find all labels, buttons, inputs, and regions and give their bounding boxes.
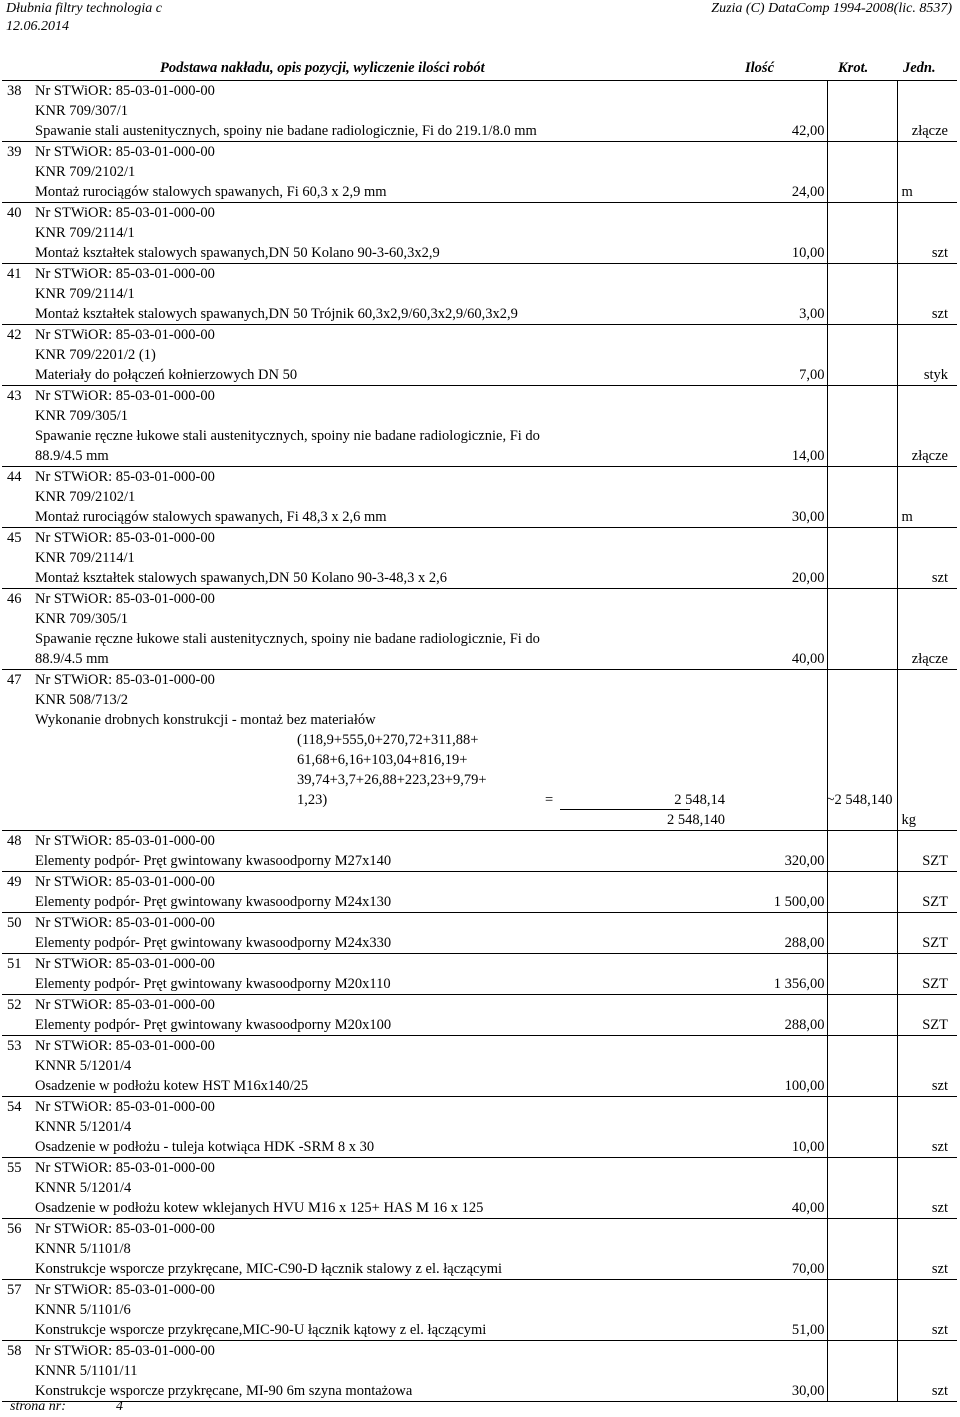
stwior-code: Nr STWiOR: 85-03-01-000-00 (35, 672, 215, 688)
unit-value: styk (923, 367, 948, 383)
column-header-quantity: Ilość (745, 60, 774, 76)
stwior-code: Nr STWiOR: 85-03-01-000-00 (35, 469, 215, 485)
unit-value: SZT (922, 935, 948, 951)
item-description (35, 1158, 827, 1219)
unit-cell (897, 1341, 957, 1402)
description-line-with-quantity (35, 568, 827, 588)
table-row (2, 142, 957, 203)
unit-value: m (901, 509, 913, 525)
table-row (2, 954, 957, 995)
description-text: KNR 709/2114/1 (35, 286, 135, 302)
description-text: Wykonanie drobnych konstrukcji - montaż bez materiałów (35, 712, 376, 728)
description-line-with-quantity (35, 243, 827, 263)
page-number-label: strona nr: (10, 1399, 66, 1414)
description-text: Montaż rurociągów stalowych spawanych, Fi 48,3 x 2,6 mm (35, 509, 387, 525)
unit-cell (897, 203, 957, 264)
description-text: KNNR 5/1201/4 (35, 1058, 132, 1074)
table-row (2, 1036, 957, 1097)
table-row (2, 1158, 957, 1219)
table-row (2, 670, 957, 831)
item-number: 50 (2, 913, 35, 954)
table-row (2, 872, 957, 913)
unit-value: szt (931, 1322, 948, 1338)
description-text: Montaż kształtek stalowych spawanych,DN 50 Trójnik 60,3x2,9/60,3x2,9/60,3x2,9 (35, 306, 518, 322)
item-description (35, 528, 827, 589)
unit-cell (897, 913, 957, 954)
unit-value: szt (931, 1078, 948, 1094)
krot-cell (827, 670, 897, 831)
description-text: KNR 709/305/1 (35, 611, 129, 627)
calculation-expression-line: (118,9+555,0+270,72+311,88+ (297, 732, 479, 748)
unit-value: szt (931, 1261, 948, 1277)
item-number: 55 (2, 1158, 35, 1219)
krot-cell (827, 913, 897, 954)
item-number: 38 (2, 81, 35, 142)
item-number: 45 (2, 528, 35, 589)
stwior-code: Nr STWiOR: 85-03-01-000-00 (35, 83, 215, 99)
table-row (2, 589, 957, 670)
unit-cell (897, 1219, 957, 1280)
software-license: Zuzia (C) DataComp 1994-2008(lic. 8537) (711, 1, 952, 16)
table-row (2, 81, 957, 142)
krot-cell (827, 1158, 897, 1219)
unit-value: szt (931, 306, 948, 322)
description-line-with-quantity (35, 649, 827, 669)
quantity-value: 10,00 (791, 245, 825, 261)
krot-cell (827, 1036, 897, 1097)
unit-cell (897, 589, 957, 670)
description-text: Elementy podpór- Pręt gwintowany kwasoodporny M27x140 (35, 853, 392, 869)
description-line-with-quantity (35, 1015, 827, 1035)
description-text: KNR 709/2102/1 (35, 489, 136, 505)
description-line-with-quantity (35, 1198, 827, 1218)
table-row (2, 995, 957, 1036)
item-description (35, 467, 827, 528)
description-text: Konstrukcje wsporcze przykręcane, MIC-C90-D łącznik stalowy z el. łączącymi (35, 1261, 503, 1277)
unit-cell (897, 325, 957, 386)
krot-cell (827, 589, 897, 670)
quantity-value: 320,00 (784, 853, 825, 869)
stwior-code: Nr STWiOR: 85-03-01-000-00 (35, 1038, 215, 1054)
page-number: 4 (116, 1399, 123, 1414)
table-row (2, 203, 957, 264)
description-line-with-quantity (35, 1137, 827, 1157)
unit-value: złącze (911, 651, 948, 667)
krot-cell (827, 203, 897, 264)
krot-cell (827, 831, 897, 872)
header-right (711, 0, 952, 18)
item-number: 40 (2, 203, 35, 264)
item-number: 54 (2, 1097, 35, 1158)
item-description (35, 872, 827, 913)
unit-value: SZT (922, 894, 948, 910)
item-number: 44 (2, 467, 35, 528)
description-text: Materiały do połączeń kołnierzowych DN 50 (35, 367, 298, 383)
quantity-calculation (35, 730, 827, 830)
column-header-krot: Krot. (838, 60, 869, 76)
item-description (35, 954, 827, 995)
krot-cell (827, 995, 897, 1036)
description-line-with-quantity (35, 365, 827, 385)
quantity-value: 1 500,00 (773, 894, 825, 910)
krot-cell (827, 142, 897, 203)
description-line-with-quantity (35, 304, 827, 324)
item-description (35, 1341, 827, 1402)
description-text: KNNR 5/1101/11 (35, 1363, 138, 1379)
description-line-with-quantity (35, 974, 827, 994)
item-description (35, 995, 827, 1036)
unit-cell (897, 1158, 957, 1219)
item-number: 48 (2, 831, 35, 872)
description-line-with-quantity (35, 1381, 827, 1401)
stwior-code: Nr STWiOR: 85-03-01-000-00 (35, 1099, 215, 1115)
item-description (35, 1097, 827, 1158)
item-description (35, 1219, 827, 1280)
item-description (35, 264, 827, 325)
krot-cell (827, 1097, 897, 1158)
item-description (35, 831, 827, 872)
description-line-with-quantity (35, 892, 827, 912)
document-title: Dłubnia filtry technologia c (6, 1, 162, 16)
description-line-with-quantity (35, 1320, 827, 1340)
description-text: Konstrukcje wsporcze przykręcane,MIC-90-U łącznik kątowy z el. łączącymi (35, 1322, 487, 1338)
unit-value: szt (931, 1139, 948, 1155)
unit-value: złącze (911, 448, 948, 464)
stwior-code: Nr STWiOR: 85-03-01-000-00 (35, 1160, 215, 1176)
calculation-subtotal: 2 548,140 (667, 812, 725, 828)
quantity-value: 30,00 (791, 509, 825, 525)
table-row (2, 1280, 957, 1341)
item-description (35, 1036, 827, 1097)
description-text: KNNR 5/1201/4 (35, 1119, 132, 1135)
unit-cell (897, 831, 957, 872)
description-line-with-quantity (35, 1076, 827, 1096)
table-row (2, 831, 957, 872)
item-number: 52 (2, 995, 35, 1036)
item-number: 57 (2, 1280, 35, 1341)
table-row (2, 325, 957, 386)
description-line-with-quantity (35, 507, 827, 527)
krot-cell (827, 81, 897, 142)
quantity-value: 20,00 (791, 570, 825, 586)
quantity-value: 288,00 (784, 1017, 825, 1033)
description-text: KNR 508/713/2 (35, 692, 129, 708)
header-left (6, 0, 162, 36)
quantity-value: 40,00 (791, 1200, 825, 1216)
unit-value: SZT (922, 976, 948, 992)
stwior-code: Nr STWiOR: 85-03-01-000-00 (35, 591, 215, 607)
unit-value: szt (931, 1200, 948, 1216)
unit-cell (897, 995, 957, 1036)
description-line-with-quantity (35, 933, 827, 953)
quantity-value: 70,00 (791, 1261, 825, 1277)
krot-cell (827, 954, 897, 995)
unit-value: SZT (922, 853, 948, 869)
description-line-with-quantity (35, 446, 827, 466)
quantity-value: 30,00 (791, 1383, 825, 1399)
item-number: 53 (2, 1036, 35, 1097)
stwior-code: Nr STWiOR: 85-03-01-000-00 (35, 1221, 215, 1237)
description-text: Spawanie ręczne łukowe stali austenitycznych, spoiny nie badane radiologicznie, Fi do (35, 428, 540, 444)
calculation-equals-sign: = (545, 792, 554, 808)
quantity-value: 7,00 (799, 367, 825, 383)
unit-value: złącze (911, 123, 948, 139)
description-text: KNR 709/2102/1 (35, 164, 136, 180)
quantity-value: 51,00 (791, 1322, 825, 1338)
krot-cell (827, 325, 897, 386)
cost-estimate-table (2, 80, 957, 1402)
krot-cell (827, 528, 897, 589)
description-text: Elementy podpór- Pręt gwintowany kwasoodporny M24x330 (35, 935, 392, 951)
stwior-code: Nr STWiOR: 85-03-01-000-00 (35, 1282, 215, 1298)
item-description (35, 325, 827, 386)
item-description (35, 670, 827, 831)
stwior-code: Nr STWiOR: 85-03-01-000-00 (35, 997, 215, 1013)
stwior-code: Nr STWiOR: 85-03-01-000-00 (35, 530, 215, 546)
description-text: 88.9/4.5 mm (35, 448, 109, 464)
item-number: 58 (2, 1341, 35, 1402)
quantity-value: 100,00 (784, 1078, 825, 1094)
quantity-value: 1 356,00 (773, 976, 825, 992)
item-description (35, 142, 827, 203)
unit-cell (897, 872, 957, 913)
stwior-code: Nr STWiOR: 85-03-01-000-00 (35, 205, 215, 221)
stwior-code: Nr STWiOR: 85-03-01-000-00 (35, 327, 215, 343)
description-text: Elementy podpór- Pręt gwintowany kwasoodporny M24x130 (35, 894, 392, 910)
unit-cell (897, 142, 957, 203)
stwior-code: Nr STWiOR: 85-03-01-000-00 (35, 266, 215, 282)
unit-cell (897, 1097, 957, 1158)
unit-cell (897, 670, 957, 831)
description-line-with-quantity (35, 1259, 827, 1279)
column-header-description: Podstawa nakładu, opis pozycji, wyliczenie ilości robót (160, 60, 485, 76)
description-text: KNR 709/2114/1 (35, 550, 135, 566)
stwior-code: Nr STWiOR: 85-03-01-000-00 (35, 833, 215, 849)
item-number: 56 (2, 1219, 35, 1280)
description-text: KNR 709/2114/1 (35, 225, 135, 241)
unit-cell (897, 467, 957, 528)
stwior-code: Nr STWiOR: 85-03-01-000-00 (35, 1343, 215, 1359)
krot-cell (827, 467, 897, 528)
quantity-value: 40,00 (791, 651, 825, 667)
quantity-value: 24,00 (791, 184, 825, 200)
description-text: Konstrukcje wsporcze przykręcane, MI-90 6m szyna montażowa (35, 1383, 413, 1399)
description-text: 88.9/4.5 mm (35, 651, 109, 667)
unit-cell (897, 954, 957, 995)
unit-cell (897, 81, 957, 142)
stwior-code: Nr STWiOR: 85-03-01-000-00 (35, 874, 215, 890)
item-number: 46 (2, 589, 35, 670)
column-header-unit: Jedn. (903, 60, 936, 76)
unit-value: szt (931, 1383, 948, 1399)
item-description (35, 386, 827, 467)
unit-cell (897, 1280, 957, 1341)
item-description (35, 1280, 827, 1341)
calculation-result: 2 548,14 (674, 792, 725, 808)
unit-value: m (901, 184, 913, 200)
calculation-expression-line: 39,74+3,7+26,88+223,23+9,79+ (297, 772, 487, 788)
krot-cell (827, 1219, 897, 1280)
calculation-expression-line: 1,23) (297, 792, 328, 808)
table-row (2, 1341, 957, 1402)
krot-cell (827, 1280, 897, 1341)
description-text: Osadzenie w podłożu - tuleja kotwiąca HDK -SRM 8 x 30 (35, 1139, 375, 1155)
table-row (2, 1097, 957, 1158)
table-row (2, 913, 957, 954)
description-text: KNR 709/307/1 (35, 103, 129, 119)
table-row (2, 467, 957, 528)
description-text: KNR 709/2201/2 (1) (35, 347, 156, 363)
unit-cell (897, 264, 957, 325)
total-quantity: ~2 548,140 (826, 792, 893, 808)
krot-cell (827, 264, 897, 325)
description-text: KNR 709/305/1 (35, 408, 129, 424)
item-description (35, 913, 827, 954)
page-footer (10, 1399, 123, 1415)
unit-value: SZT (922, 1017, 948, 1033)
quantity-value: 42,00 (791, 123, 825, 139)
description-text: KNNR 5/1101/8 (35, 1241, 131, 1257)
stwior-code: Nr STWiOR: 85-03-01-000-00 (35, 915, 215, 931)
stwior-code: Nr STWiOR: 85-03-01-000-00 (35, 144, 215, 160)
unit-cell (897, 386, 957, 467)
quantity-value: 288,00 (784, 935, 825, 951)
stwior-code: Nr STWiOR: 85-03-01-000-00 (35, 956, 215, 972)
document-date: 12.06.2014 (6, 19, 69, 34)
description-text: Osadzenie w podłożu kotew HST M16x140/25 (35, 1078, 309, 1094)
stwior-code: Nr STWiOR: 85-03-01-000-00 (35, 388, 215, 404)
unit-value: kg (901, 812, 916, 828)
description-text: Elementy podpór- Pręt gwintowany kwasoodporny M20x100 (35, 1017, 392, 1033)
description-text: Montaż kształtek stalowych spawanych,DN 50 Kolano 90-3-60,3x2,9 (35, 245, 440, 261)
krot-cell (827, 1341, 897, 1402)
column-header-row (0, 60, 960, 80)
krot-cell (827, 872, 897, 913)
krot-cell (827, 386, 897, 467)
table-row (2, 386, 957, 467)
table-body (2, 81, 957, 1402)
calculation-expression-line: 61,68+6,16+103,04+816,19+ (297, 752, 468, 768)
item-description (35, 589, 827, 670)
description-text: Montaż kształtek stalowych spawanych,DN 50 Kolano 90-3-48,3 x 2,6 (35, 570, 447, 586)
item-number: 47 (2, 670, 35, 831)
description-line-with-quantity (35, 121, 827, 141)
description-line-with-quantity (35, 182, 827, 202)
table-row (2, 1219, 957, 1280)
item-number: 43 (2, 386, 35, 467)
unit-value: szt (931, 570, 948, 586)
unit-cell (897, 1036, 957, 1097)
table-row (2, 528, 957, 589)
item-number: 51 (2, 954, 35, 995)
item-number: 41 (2, 264, 35, 325)
quantity-value: 3,00 (799, 306, 825, 322)
item-number: 49 (2, 872, 35, 913)
description-line-with-quantity (35, 851, 827, 871)
description-text: Montaż rurociągów stalowych spawanych, Fi 60,3 x 2,9 mm (35, 184, 387, 200)
description-text: KNNR 5/1101/6 (35, 1302, 131, 1318)
table-row (2, 264, 957, 325)
quantity-value: 10,00 (791, 1139, 825, 1155)
description-text: Elementy podpór- Pręt gwintowany kwasoodporny M20x110 (35, 976, 391, 992)
description-text: Spawanie stali austenitycznych, spoiny nie badane radiologicznie, Fi do 219.1/8.0 mm (35, 123, 537, 139)
description-text: Osadzenie w podłożu kotew wklejanych HVU M16 x 125+ HAS M 16 x 125 (35, 1200, 484, 1216)
unit-cell (897, 528, 957, 589)
item-description (35, 81, 827, 142)
item-description (35, 203, 827, 264)
description-text: KNNR 5/1201/4 (35, 1180, 132, 1196)
item-number: 39 (2, 142, 35, 203)
unit-value: szt (931, 245, 948, 261)
item-number: 42 (2, 325, 35, 386)
quantity-value: 14,00 (791, 448, 825, 464)
description-text: Spawanie ręczne łukowe stali austenitycznych, spoiny nie badane radiologicznie, Fi do (35, 631, 540, 647)
